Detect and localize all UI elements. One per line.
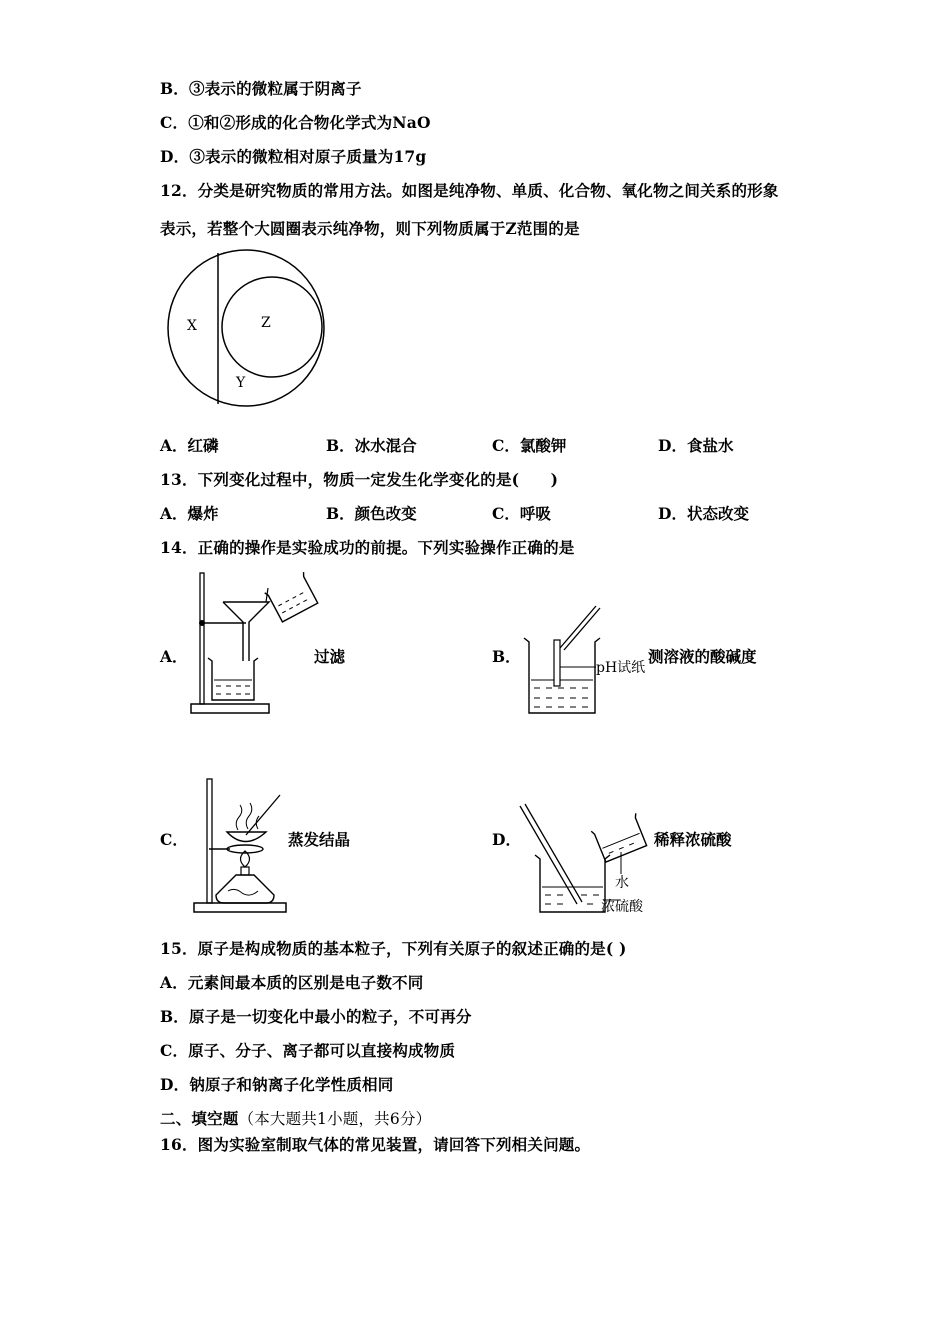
section2-title-note: （本大题共1小题，共6分） bbox=[238, 1110, 432, 1128]
q14-option-d-letter: D． bbox=[492, 830, 521, 849]
q14-stem: 14．正确的操作是实验成功的前提。下列实验操作正确的是 bbox=[160, 538, 575, 557]
q12-option-b: B．冰水混合 bbox=[326, 436, 417, 455]
ph-paper-label: pH试纸 bbox=[596, 660, 646, 676]
q12-option-d: D．食盐水 bbox=[658, 436, 734, 455]
q11-option-d: D．③表示的微粒相对原子质量为17g bbox=[160, 147, 427, 166]
q13-option-a: A．爆炸 bbox=[160, 504, 219, 523]
evaporation-figure bbox=[190, 775, 295, 917]
classification-diagram bbox=[160, 248, 330, 413]
q12-option-a: A．红磷 bbox=[160, 436, 219, 455]
q14-option-d-caption: 稀释浓硫酸 bbox=[654, 830, 732, 849]
section2-title bbox=[160, 1107, 431, 1129]
q15-option-c: C．原子、分子、离子都可以直接构成物质 bbox=[160, 1041, 456, 1060]
q14-option-c-caption: 蒸发结晶 bbox=[288, 830, 351, 849]
q14-option-c-letter: C． bbox=[160, 830, 188, 849]
water-label: 水 bbox=[615, 875, 629, 891]
q11-option-c: C．①和②形成的化合物化学式为NaO bbox=[160, 113, 431, 132]
q14-option-b-caption: 测溶液的酸碱度 bbox=[648, 647, 757, 666]
q15-option-b: B．原子是一切变化中最小的粒子，不可再分 bbox=[160, 1007, 472, 1026]
ph-test-figure bbox=[520, 600, 660, 720]
diagram-label-x: X bbox=[187, 318, 197, 334]
q12-option-c: C．氯酸钾 bbox=[492, 436, 567, 455]
diagram-label-z: Z bbox=[261, 315, 271, 331]
q16-stem: 16．图为实验室制取气体的常见装置，请回答下列相关问题。 bbox=[160, 1135, 591, 1154]
acid-label: 浓硫酸 bbox=[601, 899, 643, 915]
q13-option-c: C．呼吸 bbox=[492, 504, 551, 523]
q15-stem: 15．原子是构成物质的基本粒子，下列有关原子的叙述正确的是( ) bbox=[160, 939, 627, 958]
q15-option-a: A．元素间最本质的区别是电子数不同 bbox=[160, 973, 424, 992]
q13-stem: 13．下列变化过程中，物质一定发生化学变化的是( ) bbox=[160, 470, 559, 489]
q12-stem-line1: 12．分类是研究物质的常用方法。如图是纯净物、单质、化合物、氧化物之间关系的形象 bbox=[160, 181, 779, 200]
q11-option-b: B．③表示的微粒属于阴离子 bbox=[160, 79, 362, 98]
diagram-label-y: Y bbox=[236, 375, 246, 391]
filtration-figure bbox=[188, 568, 318, 718]
q12-stem-line2: 表示，若整个大圆圈表示纯净物，则下列物质属于Z范围的是 bbox=[160, 219, 580, 238]
q14-option-a-letter: A． bbox=[160, 647, 188, 666]
section2-title-main: 二、填空题 bbox=[160, 1109, 239, 1128]
dilution-figure bbox=[515, 800, 665, 920]
q13-option-b: B．颜色改变 bbox=[326, 504, 417, 523]
q15-option-d: D．钠原子和钠离子化学性质相同 bbox=[160, 1075, 394, 1094]
q14-option-b-letter: B． bbox=[492, 647, 521, 666]
q13-option-d: D．状态改变 bbox=[658, 504, 749, 523]
q14-option-a-caption: 过滤 bbox=[314, 647, 346, 666]
